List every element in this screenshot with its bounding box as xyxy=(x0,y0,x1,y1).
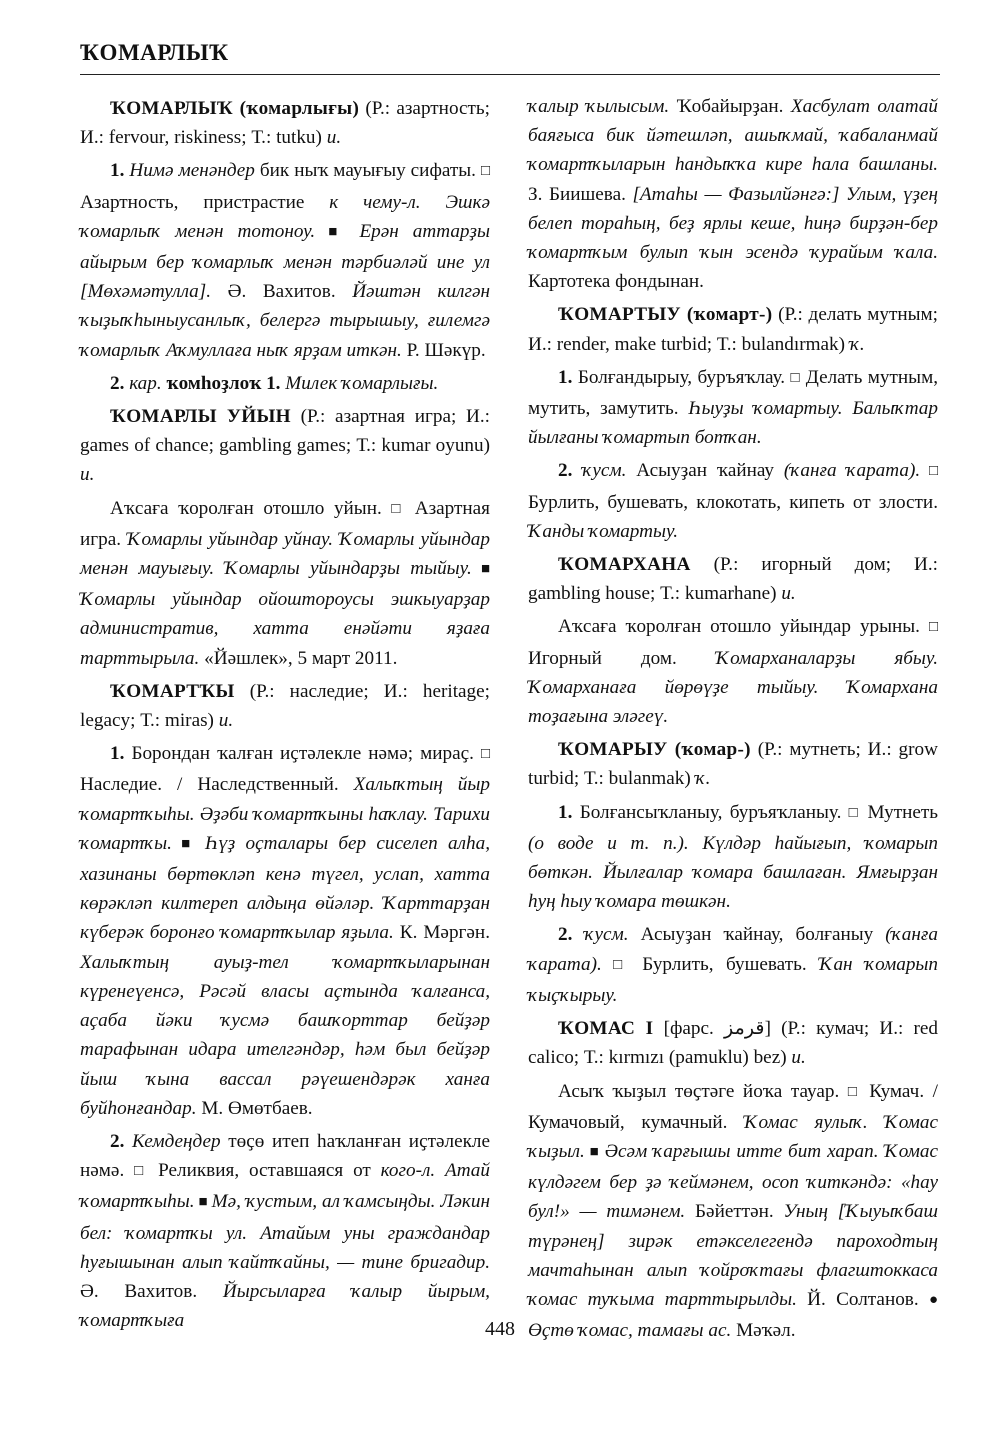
marker-symbol: □ xyxy=(391,500,406,517)
sense-number: 2. xyxy=(558,460,583,482)
italic-text: Ҡомарлы уйындар ойоштороусы эшкыуарҙар административ, хатта енәйәти яҙаға тарттырыла. xyxy=(80,589,490,669)
italic-text: кого-л. Атай ҡомартҡыһы. xyxy=(80,1160,490,1213)
italic-text: Халыҡтың ауыҙ-тел ҡомартҡыларынан күренеүенсә, Рәсәй власы аҫтында ҡалғанса, аҫаба йәки ҡусмә башҡорттар бейҙәр тарафынан идара ителгәндәр, һәм был бейҙәр йыш ҡына вассал рәүешендәрәк ханға буйһонғандар. xyxy=(80,951,490,1119)
sense-number: 2. xyxy=(110,1130,133,1152)
dictionary-entry-head xyxy=(528,550,938,608)
italic-text: Ҡомас яулыҡ. Ҡомас ҡыҙыл. xyxy=(528,1111,938,1162)
italic-text: кар. xyxy=(129,372,162,394)
italic-text: ҡ. xyxy=(849,333,865,355)
sense-number: ҡомһоҙлоҡ 1. xyxy=(161,372,286,394)
text-run: Реликвия, оставшаяся от xyxy=(148,1160,381,1182)
page-number: 448 xyxy=(485,1318,515,1340)
text-run: Азартность, пристрастие xyxy=(80,191,330,213)
marker-symbol: ■ xyxy=(315,223,360,240)
dictionary-entry-head xyxy=(528,300,938,358)
text-run: Бурлить, бушевать. xyxy=(629,953,820,975)
text-run: Ҡобайырҙан. xyxy=(669,96,791,117)
definition-paragraph xyxy=(528,612,938,731)
definition-paragraph xyxy=(80,494,490,673)
text-run: Наследие. / Наследственный. xyxy=(80,774,354,796)
text-run: Мутнеть xyxy=(860,801,939,823)
dictionary-entry-head xyxy=(80,677,490,735)
italic-text: ҡусм. xyxy=(584,924,629,946)
text-run: Мәҡәл. xyxy=(731,1320,796,1342)
text-run: Болғандырыу, буръяҡлау. xyxy=(577,366,791,388)
text-run: Бәйеттән. xyxy=(685,1201,784,1223)
text-run: Болғансыҡланыу, буръяҡланыу. xyxy=(579,801,849,823)
marker-symbol: □ xyxy=(920,463,938,480)
text-run: Аҡсаға ҡоролған отошло уйындар урыны. xyxy=(558,616,929,638)
headword: ҠОМАРЛЫ УЙЫН xyxy=(110,406,291,428)
dictionary-entry-head xyxy=(528,1014,938,1072)
italic-text: Ҡанды ҡомартыу. xyxy=(528,520,679,542)
definition-paragraph xyxy=(528,456,938,546)
marker-symbol: □ xyxy=(480,746,491,763)
text-run: З. Биишева. xyxy=(528,183,633,205)
dictionary-entry-head xyxy=(528,735,938,793)
text-run: Игорный дом. xyxy=(528,647,716,669)
italic-text: и. xyxy=(80,464,95,486)
italic-text: и. xyxy=(781,583,796,605)
header-rule xyxy=(80,74,940,75)
left-column xyxy=(80,92,490,1339)
definition-paragraph xyxy=(80,1127,490,1335)
text-run: Р. Шәкүр. xyxy=(401,339,486,361)
italic-text: к чему-л. Эшкә ҡомарлыҡ менән тотоноу. xyxy=(80,191,490,242)
headword: ҠОМАРТЫУ (ҡомарт-) xyxy=(558,304,773,326)
italic-text: Нимә менәндер xyxy=(129,160,255,182)
sense-number: 1. xyxy=(110,743,132,765)
text-run: (Р.: мутнеть; И.: grow turbid; Т.: bulanmak) xyxy=(528,739,938,790)
marker-symbol: □ xyxy=(601,956,630,973)
sense-number: 2. xyxy=(110,372,130,394)
headword: ҠОМАС I xyxy=(558,1018,654,1040)
text-run: Кумач. / Кумачовый, кумачный. xyxy=(528,1080,939,1133)
definition-paragraph xyxy=(528,363,938,453)
italic-text: Әсәм ҡарғышы итте бит харап. Ҡомас күлдәгем бер ҙә ҡеймәнем, осоп ҡиткәндә: «һау бул!» — тимәнем. xyxy=(528,1140,939,1223)
text-run: (Р.: делать мутным; И.: render, make turbid; Т.: bulandırmak) xyxy=(528,304,939,355)
text-run: М. Өмөтбаев. xyxy=(196,1097,313,1119)
italic-text: Ҡомарлы уйындар уйнау. Ҡомарлы уйындар менән мауығыу. Ҡомарлы уйындарҙы тыйыу. xyxy=(80,528,490,580)
italic-text: Хасбулат олатай баяғыса бик йәтешләп, ашыҡмай, ҡабаланмай ҡомартҡыларын һандыҡҡа кире һала башланы. xyxy=(528,96,938,176)
text-run: Ә. Вахитов. xyxy=(211,281,353,303)
marker-symbol: □ xyxy=(847,1083,861,1100)
italic-text: Ҡан ҡомарып ҡыҫҡырыу. xyxy=(528,953,939,1006)
sense-number: 1. xyxy=(558,366,578,388)
italic-text: (ҡанға ҡарата). xyxy=(528,924,938,975)
marker-symbol: ■ xyxy=(584,1143,605,1160)
text-run: Асыҡ ҡыҙыл төҫтәге йоҡа тауар. xyxy=(558,1080,848,1102)
text-run: Борондан ҡалған иҫтәлекле нәмә; мираҫ. xyxy=(131,743,481,765)
marker-symbol: □ xyxy=(134,1163,149,1180)
marker-symbol: ● xyxy=(928,1291,938,1308)
definition-paragraph xyxy=(80,369,490,398)
italic-text: ҡ. xyxy=(695,768,711,790)
headword: ҠОМАРТҠЫ xyxy=(110,680,235,702)
definition-paragraph xyxy=(528,798,938,917)
italic-text: Ерән аттарҙы айырым бер ҡомарлыҡ менән тәрбиәләй ине ул [Мөхәмәтулла]. xyxy=(80,220,491,303)
text-run: «Йәшлек», 5 март 2011. xyxy=(199,647,398,669)
italic-text: ҡалыр ҡылысым. xyxy=(528,96,670,117)
text-run: төҫө итеп һаҡланған иҫтәлекле нәмә. xyxy=(80,1130,491,1182)
italic-text: (о воде и т. п.). Күлдәр һайығып, ҡомарып бөткән. Йылғалар ҡомара башлаған. Ямғырҙан һуң һыу ҡомара төшкән. xyxy=(528,832,938,913)
italic-text: и. xyxy=(791,1047,806,1069)
italic-text: Йырсыларға ҡалыр йырым, ҡомартҡыға xyxy=(80,1280,490,1332)
marker-symbol: □ xyxy=(928,619,938,636)
italic-text: Халыҡтың йыр ҡомартҡыһы. Әҙәби ҡомартҡыны һаҡлау. Тарихи ҡомартҡы. xyxy=(80,774,490,854)
italic-text: и. xyxy=(326,127,342,149)
definition-paragraph xyxy=(528,1077,938,1346)
text-run: Ә. Вахитов. xyxy=(80,1280,223,1302)
marker-symbol: ■ xyxy=(171,835,205,852)
sense-number: 1. xyxy=(110,160,130,182)
marker-symbol: □ xyxy=(848,804,861,821)
text-run: Й. Солтанов. xyxy=(796,1288,929,1310)
dictionary-entry-head xyxy=(80,94,490,152)
marker-symbol: ■ xyxy=(471,561,491,578)
italic-text: Йәштән килгән ҡыҙыҡһыныусанлыҡ, белергә тырышыу, ғилемгә ҡомарлыҡ Аҡмуллаға ныҡ ярҙам иткән. xyxy=(80,281,490,361)
definition-paragraph xyxy=(80,156,490,364)
text-run: Асыуҙан ҡайнау xyxy=(626,460,784,482)
italic-text: Өҫтө ҡомас, тамағы ас. xyxy=(528,1320,732,1342)
text-run: Бурлить, бушевать, клокотать, кипеть от злости. xyxy=(528,491,938,513)
italic-text: ҡусм. xyxy=(582,460,627,482)
text-run: (Р.: азартная игра; И.: games of chance; gambling games; Т.: kumar oyunu) xyxy=(80,406,490,457)
marker-symbol: □ xyxy=(790,369,801,386)
italic-text: Һыуҙы ҡомартыу. Балыҡтар йылғаны ҡомартып ботҡан. xyxy=(528,398,938,449)
text-run: К. Мәргән. xyxy=(393,922,490,944)
italic-text: (ҡанға ҡарата). xyxy=(783,460,921,482)
marker-symbol: □ xyxy=(480,163,491,180)
text-run: Аҡсаға ҡоролған отошло уйын. xyxy=(110,497,392,519)
text-run: Азартная игра. xyxy=(80,497,490,550)
definition-paragraph xyxy=(528,92,938,296)
italic-text: [Атаһы — Фазылйәнгә:] Улым, үҙең белеп тораһың, беҙ ярлы кеше, һиңә бирҙән-бер ҡомартҡым булып ҡын эсендә ҡурайым ҡала. xyxy=(528,183,938,264)
italic-text: Уның [Ҡыуыҡбаш түрәнең] зирәк етәкселегендә пароходтың мачтаһынан алып ҡойроҡтағы флагштоккаса ҡомас туҡыма тарттырылды. xyxy=(528,1201,939,1310)
definition-paragraph xyxy=(80,739,490,1123)
italic-text: Милек ҡомарлығы. xyxy=(285,372,439,394)
italic-text: Мә, ҡустым, ал ҡамсыңды. Ләкин бел: ҡомартҡы ул. Атайым уны граждандар һуғышынан алып ҡайтҡайны, — тине бригадир. xyxy=(80,1191,490,1273)
text-run: Делать мутным, мутить, замутить. xyxy=(528,366,939,420)
text-run: Асыуҙан ҡайнау, болғаныу xyxy=(628,924,886,946)
marker-symbol: ■ xyxy=(194,1194,212,1211)
italic-text: Һүҙ оҫталары бер сиселеп алһа, хазинаны бөртөкләп кенә түгел, услап, хатта көрәкләп килтереп алдыңа өйәләр. Ҡарттарҙан күберәк боронғо ҡомартҡылар яҙыла. xyxy=(80,832,490,944)
italic-text: Кемдеңдер xyxy=(132,1130,221,1152)
text-run: (Р.: азартность; И.: fervour, riskiness; Т.: tutku) xyxy=(80,98,490,149)
headword: ҠОМАРЫУ (ҡомар-) xyxy=(558,739,751,761)
italic-text: Ҡомарханаларҙы ябыу. Ҡомарханаға йөрөүҙе тыйыу. Ҡомархана тоҙағына эләгеү. xyxy=(528,647,938,728)
text-run: (Р.: игорный дом; И.: gambling house; Т.: kumarhane) xyxy=(528,554,938,605)
headword: ҠОМАРХАНА xyxy=(558,554,691,576)
text-run: (Р.: наследие; И.: heritage; legacy; Т.: miras) xyxy=(80,680,490,732)
text-run: Картотека фондынан. xyxy=(528,271,704,293)
definition-paragraph xyxy=(528,920,938,1010)
right-column xyxy=(528,92,938,1349)
dictionary-entry-head xyxy=(80,402,490,490)
running-head: ҠОМАРЛЫҠ xyxy=(80,40,229,65)
sense-number: 1. xyxy=(558,801,580,823)
headword: ҠОМАРЛЫҠ (ҡомарлығы) xyxy=(110,98,360,119)
text-run: бик ныҡ мауығыу сифаты. xyxy=(254,160,481,182)
sense-number: 2. xyxy=(558,924,585,946)
italic-text: и. xyxy=(218,710,234,732)
text-run: [фарс. قرمز] (Р.: кумач; И.: red calico; Т.: kırmızı (pamuklu) bez) xyxy=(528,1018,939,1069)
